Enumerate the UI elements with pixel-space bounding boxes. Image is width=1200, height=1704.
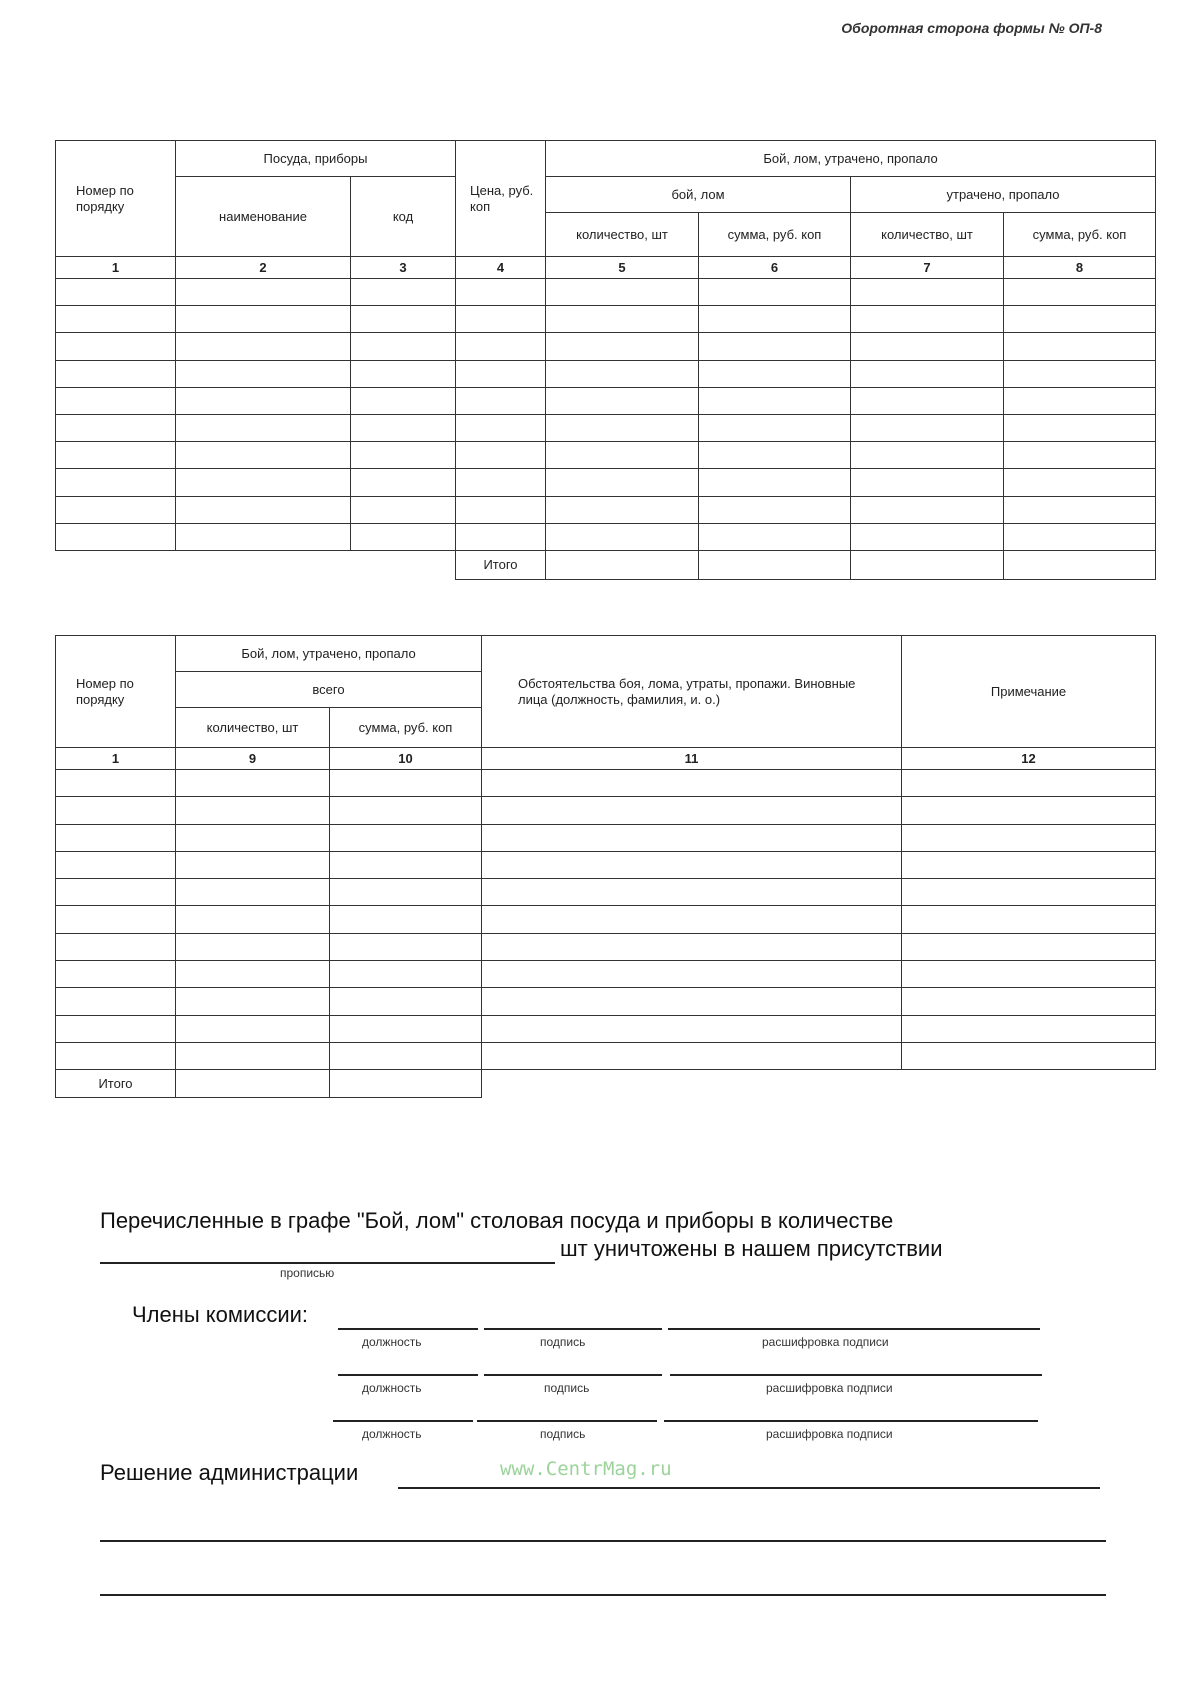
table-cell[interactable] xyxy=(851,360,1004,387)
table-cell[interactable] xyxy=(176,333,351,360)
table-cell[interactable] xyxy=(902,797,1156,824)
table-cell[interactable] xyxy=(546,523,699,550)
table-cell[interactable] xyxy=(546,279,699,306)
table-cell[interactable] xyxy=(1004,333,1156,360)
signature-line[interactable] xyxy=(484,1328,662,1330)
table-cell[interactable] xyxy=(330,988,482,1015)
total-cell xyxy=(546,550,699,579)
table-cell[interactable] xyxy=(330,1015,482,1042)
total-cell xyxy=(1004,550,1156,579)
table-cell[interactable] xyxy=(56,906,176,933)
table-cell[interactable] xyxy=(56,442,176,469)
table-cell[interactable] xyxy=(1004,523,1156,550)
table-cell[interactable] xyxy=(56,306,176,333)
table-cell[interactable] xyxy=(176,1042,330,1069)
table-cell[interactable] xyxy=(56,496,176,523)
table-cell[interactable] xyxy=(851,523,1004,550)
quantity-in-words-line[interactable] xyxy=(100,1262,555,1264)
table-cell[interactable] xyxy=(56,933,176,960)
table-cell[interactable] xyxy=(902,879,1156,906)
total-cell xyxy=(176,1070,330,1098)
position-line[interactable] xyxy=(338,1328,478,1330)
header-breakage-loss: Бой, лом, утрачено, пропало xyxy=(546,141,1156,177)
total-label: Итого xyxy=(56,1070,176,1098)
table-cell[interactable] xyxy=(351,387,456,414)
header-note: Примечание xyxy=(902,636,1156,748)
table-cell[interactable] xyxy=(56,333,176,360)
table-cell[interactable] xyxy=(851,496,1004,523)
table-cell[interactable] xyxy=(330,1042,482,1069)
table-cell[interactable] xyxy=(351,523,456,550)
table-cell[interactable] xyxy=(330,961,482,988)
table-cell[interactable] xyxy=(351,442,456,469)
table-cell[interactable] xyxy=(902,851,1156,878)
table-row xyxy=(56,496,1156,523)
column-number: 8 xyxy=(1004,257,1156,279)
position-caption: должность xyxy=(362,1381,422,1395)
admin-decision-line[interactable] xyxy=(100,1594,1106,1596)
table-cell[interactable] xyxy=(456,469,546,496)
table-cell[interactable] xyxy=(330,824,482,851)
table-cell[interactable] xyxy=(456,442,546,469)
table-cell[interactable] xyxy=(56,961,176,988)
table-cell[interactable] xyxy=(902,988,1156,1015)
admin-decision-line[interactable] xyxy=(100,1540,1106,1542)
table-cell[interactable] xyxy=(456,333,546,360)
table-cell[interactable] xyxy=(851,306,1004,333)
table-row xyxy=(56,770,1156,797)
header-row-number: Номер по порядку xyxy=(56,141,176,257)
table-cell[interactable] xyxy=(699,333,851,360)
total-cell xyxy=(699,550,851,579)
table-cell[interactable] xyxy=(56,523,176,550)
table-cell[interactable] xyxy=(330,906,482,933)
column-number: 3 xyxy=(351,257,456,279)
table-cell[interactable] xyxy=(176,360,351,387)
table-row xyxy=(56,797,1156,824)
table-cell[interactable] xyxy=(456,496,546,523)
header-row-number: Номер по порядку xyxy=(56,636,176,748)
table-cell[interactable] xyxy=(176,1015,330,1042)
signature-caption: подпись xyxy=(540,1427,586,1441)
table-cell[interactable] xyxy=(546,333,699,360)
commission-label: Члены комиссии: xyxy=(132,1302,309,1327)
table-cell[interactable] xyxy=(351,306,456,333)
table-cell[interactable] xyxy=(546,496,699,523)
table-cell[interactable] xyxy=(56,414,176,441)
column-number: 1 xyxy=(56,257,176,279)
table-cell[interactable] xyxy=(699,387,851,414)
table-cell[interactable] xyxy=(330,879,482,906)
table-cell[interactable] xyxy=(1004,469,1156,496)
table-cell[interactable] xyxy=(482,824,902,851)
table-row xyxy=(56,279,1156,306)
table-cell[interactable] xyxy=(699,442,851,469)
table-cell[interactable] xyxy=(1004,496,1156,523)
table-cell[interactable] xyxy=(351,496,456,523)
signature-decoding-caption: расшифровка подписи xyxy=(766,1427,893,1441)
form-header: Оборотная сторона формы № ОП-8 xyxy=(841,20,1102,36)
header-price: Цена, руб. коп xyxy=(456,141,546,257)
admin-decision-label: Решение администрации xyxy=(100,1460,359,1485)
admin-decision-line[interactable] xyxy=(398,1487,1100,1489)
table-row xyxy=(56,442,1156,469)
table-cell[interactable] xyxy=(176,797,330,824)
column-number: 12 xyxy=(902,748,1156,770)
table-cell[interactable] xyxy=(330,797,482,824)
table-cell[interactable] xyxy=(56,879,176,906)
table-cell[interactable] xyxy=(456,279,546,306)
table-cell[interactable] xyxy=(56,797,176,824)
table-cell[interactable] xyxy=(330,851,482,878)
table-cell[interactable] xyxy=(351,333,456,360)
table-cell[interactable] xyxy=(482,933,902,960)
table-row xyxy=(56,824,1156,851)
table-cell[interactable] xyxy=(902,770,1156,797)
table-cell[interactable] xyxy=(176,442,351,469)
position-line[interactable] xyxy=(333,1420,473,1422)
table-cell[interactable] xyxy=(351,279,456,306)
table-cell[interactable] xyxy=(56,387,176,414)
table-cell[interactable] xyxy=(176,879,330,906)
signature-decoding-line[interactable] xyxy=(664,1420,1038,1422)
table-cell[interactable] xyxy=(902,906,1156,933)
table-cell[interactable] xyxy=(546,306,699,333)
table-cell[interactable] xyxy=(456,387,546,414)
table-cell[interactable] xyxy=(351,414,456,441)
table-cell[interactable] xyxy=(176,770,330,797)
signature-decoding-caption: расшифровка подписи xyxy=(766,1381,893,1395)
table-cell[interactable] xyxy=(56,469,176,496)
dishes-breakage-table xyxy=(55,140,1156,580)
table-cell[interactable] xyxy=(176,988,330,1015)
table-cell[interactable] xyxy=(176,906,330,933)
table-cell[interactable] xyxy=(851,279,1004,306)
header-circumstances: Обстоятельства боя, лома, утраты, пропажи. Виновные лица (должность, фамилия, и. о.) xyxy=(482,636,902,748)
table-cell[interactable] xyxy=(56,1015,176,1042)
table-cell[interactable] xyxy=(456,360,546,387)
table-cell[interactable] xyxy=(546,360,699,387)
header-total: всего xyxy=(176,672,482,708)
table-cell[interactable] xyxy=(351,360,456,387)
table-cell[interactable] xyxy=(482,797,902,824)
header-sum: сумма, руб. коп xyxy=(699,213,851,257)
table-cell[interactable] xyxy=(546,387,699,414)
table-cell[interactable] xyxy=(482,961,902,988)
total-cell xyxy=(851,550,1004,579)
table-cell[interactable] xyxy=(851,442,1004,469)
total-cell xyxy=(330,1070,482,1098)
table-row xyxy=(56,906,1156,933)
table-cell[interactable] xyxy=(902,961,1156,988)
table-row xyxy=(56,933,1156,960)
table-cell[interactable] xyxy=(482,879,902,906)
table-cell[interactable] xyxy=(699,414,851,441)
table-cell[interactable] xyxy=(351,469,456,496)
table-cell[interactable] xyxy=(851,333,1004,360)
table-row xyxy=(56,1015,1156,1042)
table-cell[interactable] xyxy=(330,770,482,797)
table-cell[interactable] xyxy=(699,306,851,333)
table-cell[interactable] xyxy=(176,851,330,878)
table-cell[interactable] xyxy=(1004,414,1156,441)
declaration-line-2: шт уничтожены в нашем присутствии xyxy=(560,1236,943,1261)
table-cell[interactable] xyxy=(176,824,330,851)
table-row xyxy=(56,469,1156,496)
table-cell[interactable] xyxy=(176,414,351,441)
position-caption: должность xyxy=(362,1335,422,1349)
table-cell[interactable] xyxy=(456,414,546,441)
table-cell[interactable] xyxy=(482,851,902,878)
table-cell[interactable] xyxy=(56,279,176,306)
table-cell[interactable] xyxy=(482,906,902,933)
table-cell[interactable] xyxy=(176,961,330,988)
position-line[interactable] xyxy=(338,1374,478,1376)
signature-line[interactable] xyxy=(484,1374,662,1376)
column-number: 9 xyxy=(176,748,330,770)
signature-decoding-caption: расшифровка подписи xyxy=(762,1335,889,1349)
table-row xyxy=(56,1042,1156,1069)
table-cell[interactable] xyxy=(851,387,1004,414)
table-cell[interactable] xyxy=(699,496,851,523)
watermark: www.CentrMag.ru xyxy=(500,1458,672,1480)
table-cell[interactable] xyxy=(176,279,351,306)
header-breakage-loss: Бой, лом, утрачено, пропало xyxy=(176,636,482,672)
table-row xyxy=(56,879,1156,906)
table-cell[interactable] xyxy=(176,306,351,333)
table-cell[interactable] xyxy=(56,824,176,851)
table-cell[interactable] xyxy=(56,988,176,1015)
total-label: Итого xyxy=(456,550,546,579)
table-cell[interactable] xyxy=(482,770,902,797)
header-quantity: количество, шт xyxy=(176,708,330,748)
column-number: 10 xyxy=(330,748,482,770)
in-words-caption: прописью xyxy=(280,1266,335,1280)
header-sum: сумма, руб. коп xyxy=(330,708,482,748)
table-row xyxy=(56,333,1156,360)
table-cell[interactable] xyxy=(546,414,699,441)
table-row xyxy=(56,360,1156,387)
table-cell[interactable] xyxy=(1004,306,1156,333)
table-row xyxy=(56,523,1156,550)
table-cell[interactable] xyxy=(546,469,699,496)
position-caption: должность xyxy=(362,1427,422,1441)
table-cell[interactable] xyxy=(902,1042,1156,1069)
signature-decoding-line[interactable] xyxy=(668,1328,1040,1330)
header-name: наименование xyxy=(176,177,351,257)
table-cell[interactable] xyxy=(176,469,351,496)
column-number: 2 xyxy=(176,257,351,279)
header-breakage: бой, лом xyxy=(546,177,851,213)
table-row xyxy=(56,306,1156,333)
table-cell[interactable] xyxy=(1004,442,1156,469)
table-cell[interactable] xyxy=(1004,279,1156,306)
header-lost: утрачено, пропало xyxy=(851,177,1156,213)
column-number: 1 xyxy=(56,748,176,770)
table-cell[interactable] xyxy=(56,1042,176,1069)
table-cell[interactable] xyxy=(176,387,351,414)
header-quantity: количество, шт xyxy=(851,213,1004,257)
table-cell[interactable] xyxy=(699,360,851,387)
header-dishes: Посуда, приборы xyxy=(176,141,456,177)
column-number: 5 xyxy=(546,257,699,279)
breakage-circumstances-table xyxy=(55,635,1156,1098)
table-cell[interactable] xyxy=(176,933,330,960)
table-cell[interactable] xyxy=(482,1042,902,1069)
column-number: 11 xyxy=(482,748,902,770)
table-cell[interactable] xyxy=(1004,387,1156,414)
header-sum: сумма, руб. коп xyxy=(1004,213,1156,257)
signature-line[interactable] xyxy=(477,1420,657,1422)
table-cell[interactable] xyxy=(902,1015,1156,1042)
column-number: 4 xyxy=(456,257,546,279)
table-cell[interactable] xyxy=(56,851,176,878)
table-cell[interactable] xyxy=(902,933,1156,960)
table-row xyxy=(56,961,1156,988)
table-cell[interactable] xyxy=(699,469,851,496)
table-row xyxy=(56,988,1156,1015)
table-cell[interactable] xyxy=(902,824,1156,851)
column-number: 6 xyxy=(699,257,851,279)
table-cell[interactable] xyxy=(176,496,351,523)
table-cell[interactable] xyxy=(546,442,699,469)
table-cell[interactable] xyxy=(851,469,1004,496)
declaration-line-1: Перечисленные в графе "Бой, лом" столовая посуда и приборы в количестве xyxy=(100,1208,894,1233)
table-row xyxy=(56,851,1156,878)
header-quantity: количество, шт xyxy=(546,213,699,257)
table-cell[interactable] xyxy=(482,1015,902,1042)
signature-decoding-line[interactable] xyxy=(670,1374,1042,1376)
table-cell[interactable] xyxy=(699,523,851,550)
table-row xyxy=(56,414,1156,441)
column-number: 7 xyxy=(851,257,1004,279)
table-cell[interactable] xyxy=(482,988,902,1015)
table-cell[interactable] xyxy=(56,360,176,387)
table-cell[interactable] xyxy=(330,933,482,960)
header-code: код xyxy=(351,177,456,257)
table-cell[interactable] xyxy=(456,523,546,550)
table-cell[interactable] xyxy=(56,770,176,797)
table-row xyxy=(56,387,1156,414)
table-cell[interactable] xyxy=(1004,360,1156,387)
table-cell[interactable] xyxy=(699,279,851,306)
signature-caption: подпись xyxy=(540,1335,586,1349)
table-cell[interactable] xyxy=(851,414,1004,441)
table-cell[interactable] xyxy=(456,306,546,333)
signature-caption: подпись xyxy=(544,1381,590,1395)
table-cell[interactable] xyxy=(176,523,351,550)
